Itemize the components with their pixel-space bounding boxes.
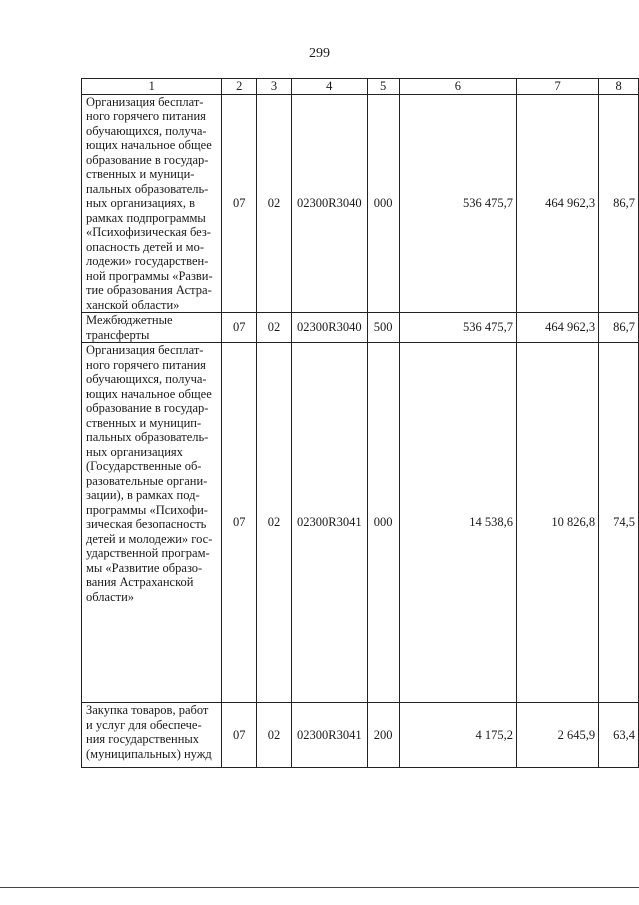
row-name-line: мы «Развитие образо- <box>86 560 203 575</box>
budget-table <box>81 78 639 768</box>
header-col-5: 5 <box>367 79 399 95</box>
row-name-line: ного горячего питания <box>86 357 206 372</box>
expense-type-code: 000 <box>367 94 399 313</box>
planned-amount: 14 538,6 <box>399 343 516 703</box>
row-name-line: ударственной програм- <box>86 546 210 560</box>
row-name-line: Организация бесплат- <box>86 343 204 357</box>
section-code: 07 <box>222 313 257 343</box>
row-name-line: (муниципальных) нужд <box>86 746 212 761</box>
expense-type-code: 500 <box>367 313 399 343</box>
expense-type-code: 000 <box>367 343 399 703</box>
row-name-line: пальных образователь- <box>86 430 209 444</box>
actual-amount: 10 826,8 <box>517 343 599 703</box>
row-name-line: ния государственных <box>86 732 200 746</box>
header-col-3: 3 <box>257 79 292 95</box>
row-name-line: программы «Психофи- <box>86 502 208 517</box>
header-col-2: 2 <box>222 79 257 95</box>
table-row <box>82 313 639 343</box>
row-name-line: ного горячего питания <box>86 109 206 123</box>
target-article-code: 02300R3040 <box>291 313 367 343</box>
subsection-code: 02 <box>257 703 292 768</box>
page-bottom-rule <box>0 887 639 888</box>
page-number: 299 <box>309 46 330 61</box>
actual-amount: 464 962,3 <box>517 94 599 313</box>
row-name-line: ных организациях, в <box>86 196 196 210</box>
row-name-line: и услуг для обеспече- <box>86 717 202 732</box>
row-name-line: вания Астраханской <box>86 575 194 589</box>
row-name-line: разовательные органи- <box>86 473 208 488</box>
planned-amount: 536 475,7 <box>399 94 516 313</box>
subsection-code: 02 <box>257 94 292 313</box>
row-name-line: Организация бесплат- <box>86 94 204 109</box>
row-name-line: Закупка товаров, работ <box>86 703 209 717</box>
section-code: 07 <box>222 343 257 703</box>
row-name-line: лодежи» государствен- <box>86 254 209 268</box>
planned-amount: 536 475,7 <box>399 313 516 343</box>
section-code: 07 <box>222 703 257 768</box>
row-name-line: пальных образователь- <box>86 181 209 196</box>
actual-amount: 464 962,3 <box>517 313 599 343</box>
target-article-code: 02300R3040 <box>291 94 367 313</box>
row-name-line: ной программы «Разви- <box>86 268 213 283</box>
row-name-line: ющих начальное общее <box>86 138 212 152</box>
header-col-7: 7 <box>517 79 599 95</box>
row-name-line: области» <box>86 589 135 604</box>
row-name-line: ных организациях <box>86 444 183 459</box>
row-name-cell <box>82 703 222 768</box>
row-name-line: ственных и муници- <box>86 167 195 181</box>
section-code: 07 <box>222 94 257 313</box>
header-col-8: 8 <box>599 79 639 95</box>
table-row <box>82 703 639 768</box>
row-name-line: ханской области» <box>86 297 180 312</box>
actual-amount: 2 645,9 <box>517 703 599 768</box>
header-col-4: 4 <box>291 79 367 95</box>
row-name-line: зации), в рамках под- <box>86 488 200 502</box>
subsection-code: 02 <box>257 343 292 703</box>
row-name-cell <box>82 313 222 343</box>
execution-percent: 63,4 <box>599 703 639 768</box>
row-name-line: тие образования Астра- <box>86 283 212 297</box>
expense-type-code: 200 <box>367 703 399 768</box>
row-name-line: ственных и муницип- <box>86 415 202 430</box>
row-name-line: зическая безопасность <box>86 517 207 531</box>
row-name-line: рамках подпрограммы <box>86 210 206 225</box>
row-name-line: ющих начальное общее <box>86 386 212 401</box>
execution-percent: 74,5 <box>599 343 639 703</box>
row-name-cell <box>82 343 222 703</box>
header-col-1: 1 <box>82 79 222 95</box>
row-name-line: опасность детей и мо- <box>86 239 204 254</box>
row-name-line: образование в государ- <box>86 401 209 415</box>
planned-amount: 4 175,2 <box>399 703 516 768</box>
row-name-line: «Психофизическая без- <box>86 225 211 239</box>
subsection-code: 02 <box>257 313 292 343</box>
target-article-code: 02300R3041 <box>291 703 367 768</box>
row-name-line: образование в государ- <box>86 152 209 167</box>
table-row <box>82 343 639 703</box>
target-article-code: 02300R3041 <box>291 343 367 703</box>
header-col-6: 6 <box>399 79 516 95</box>
execution-percent: 86,7 <box>599 94 639 313</box>
row-name-line: обучающихся, получа- <box>86 123 207 138</box>
row-name-line: (Государственные об- <box>86 459 202 473</box>
row-name-line: трансферты <box>86 327 150 342</box>
row-name-line: детей и молодежи» гос- <box>86 531 213 546</box>
row-name-line: обучающихся, получа- <box>86 372 207 386</box>
table-row <box>82 94 639 313</box>
table-header-row <box>82 79 639 95</box>
execution-percent: 86,7 <box>599 313 639 343</box>
row-name-line: Межбюджетные <box>86 313 173 327</box>
row-name-cell <box>82 94 222 313</box>
